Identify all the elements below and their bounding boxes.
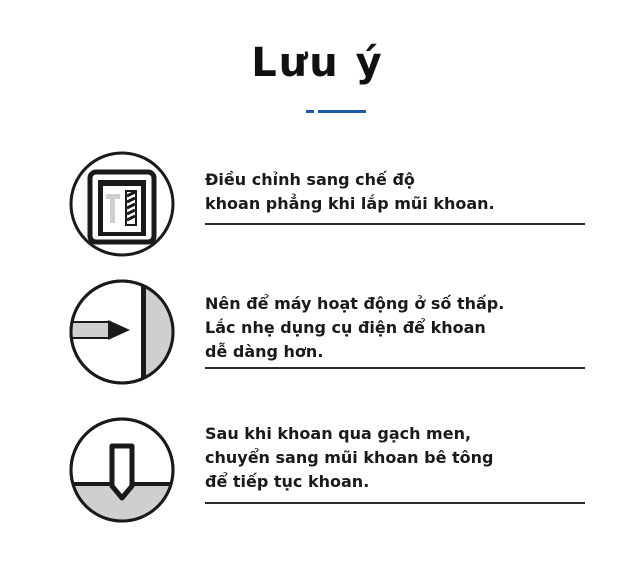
page-title: Lưu ý (251, 40, 384, 86)
tip-2-line-2: Lắc nhẹ dụng cụ điện để khoan (205, 318, 486, 337)
tip-item-2 (0, 278, 635, 388)
tip-item-3 (0, 416, 635, 526)
tip-1-line-1: Điều chỉnh sang chế độ (205, 170, 415, 189)
title-accent-short (306, 110, 314, 113)
tip-2-line-3: dễ dàng hơn. (205, 342, 324, 361)
tip-item-1 (0, 150, 635, 260)
tip-1-line-2: khoan phẳng khi lắp mũi khoan. (205, 194, 495, 213)
tip-3-line-1: Sau khi khoan qua gạch men, (205, 424, 472, 443)
drill-bit-through-tile-icon (68, 416, 176, 524)
tip-2-line-1: Nên để máy hoạt động ở số thấp. (205, 294, 505, 313)
tip-3-line-3: để tiếp tục khoan. (205, 472, 370, 491)
tip-2-divider (205, 367, 585, 369)
drill-mode-switch-icon (68, 150, 176, 258)
title-accent-long (318, 110, 366, 113)
tip-3-divider (205, 502, 585, 504)
tip-1-divider (205, 223, 585, 225)
tip-3-line-2: chuyển sang mũi khoan bê tông (205, 448, 494, 467)
drill-bit-wall-icon (68, 278, 176, 386)
